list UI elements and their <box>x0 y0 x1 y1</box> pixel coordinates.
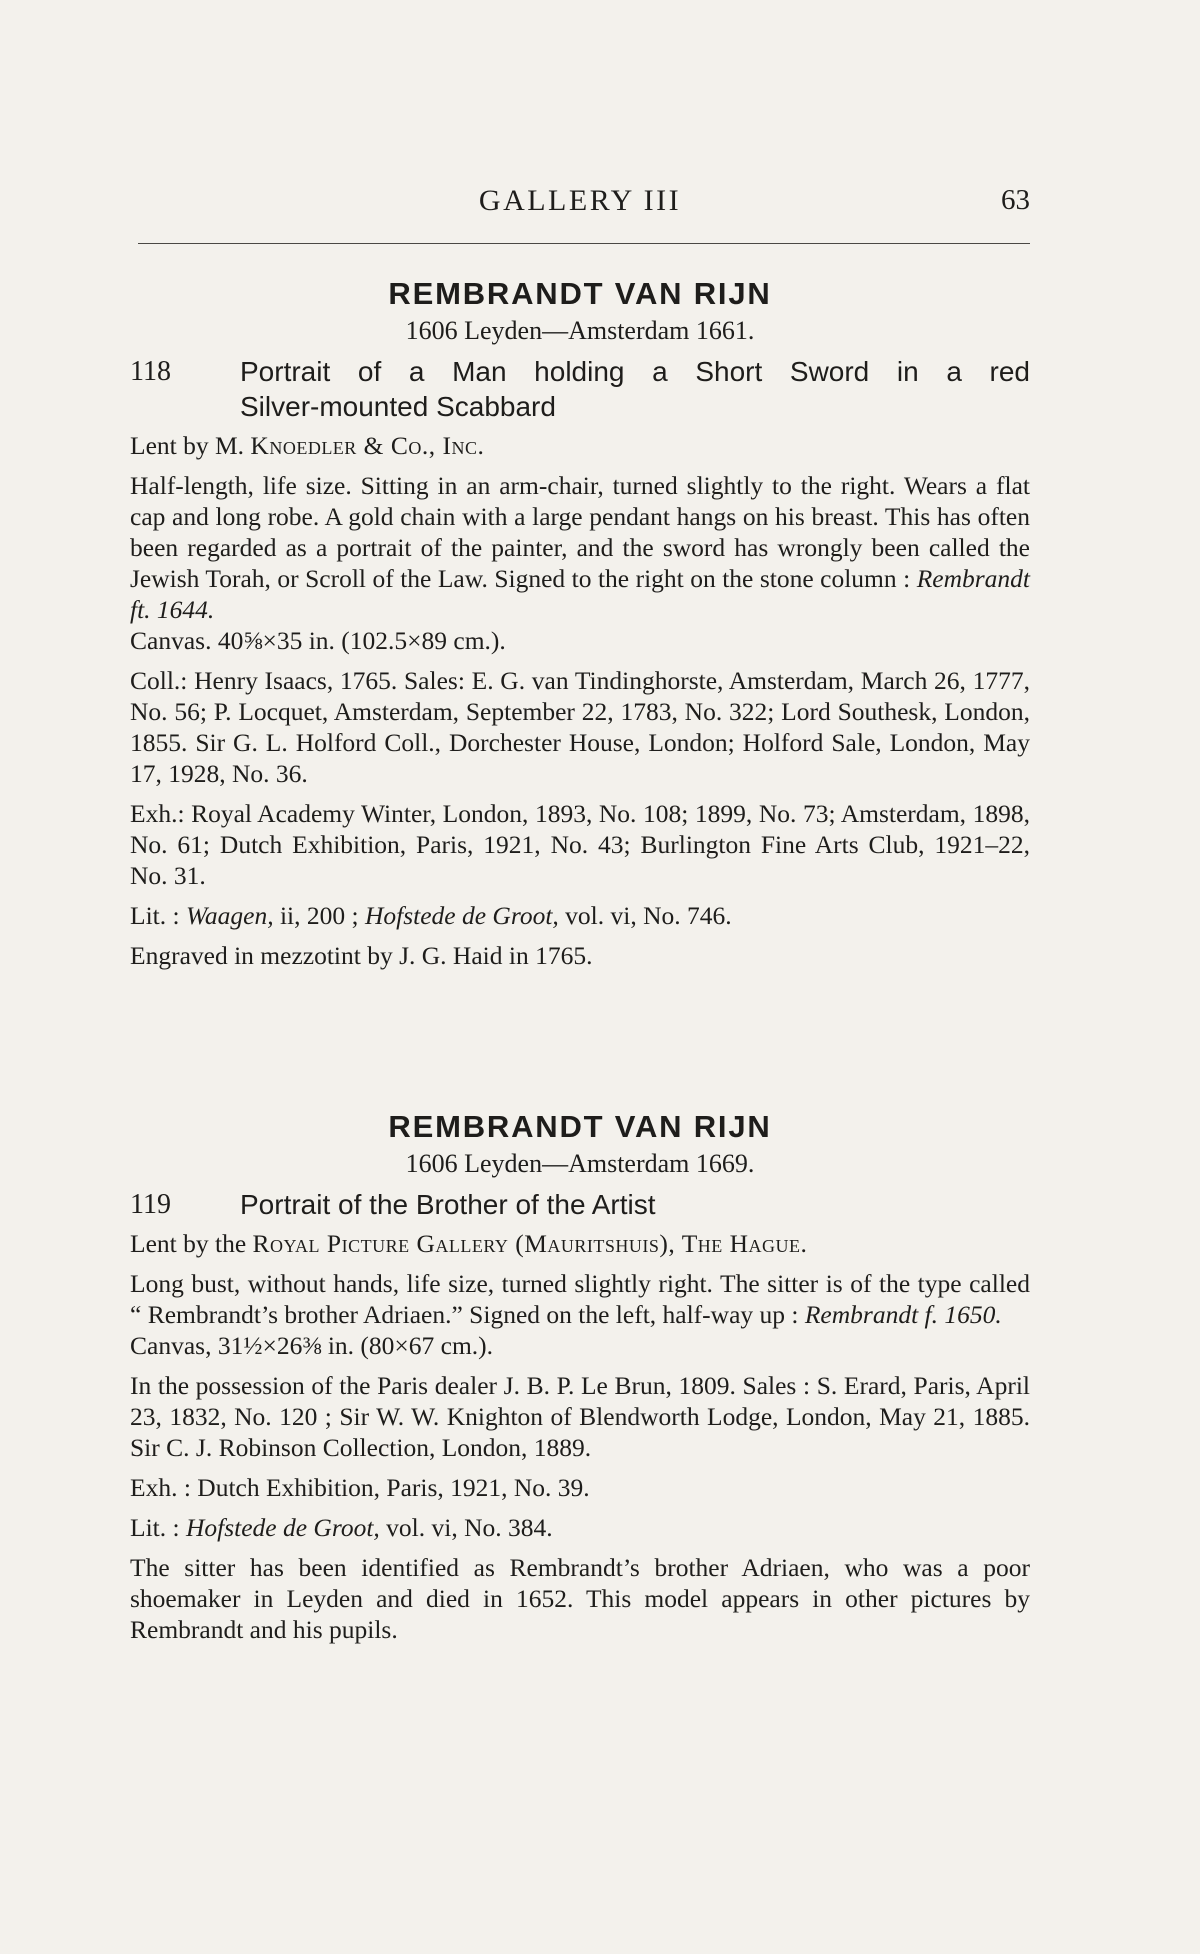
artist-name: REMBRANDT VAN RIJN <box>388 276 772 311</box>
lender-prefix: Lent by M. <box>130 431 245 460</box>
page-number: 63 <box>1001 184 1030 216</box>
catalogue-entry-119 <box>130 1107 1030 1645</box>
canvas-dimensions: Canvas, 31½×26⅜ in. (80×67 cm.). <box>130 1331 494 1360</box>
signature: Rembrandt f. 1650. <box>804 1300 1002 1329</box>
lit-ref: vol. vi, No. 384. <box>386 1513 553 1542</box>
lit-author: Hofstede de Groot, <box>185 1513 380 1542</box>
collections: Coll.: Henry Isaacs, 1765. Sales: E. G. van Tindinghorste, Amsterdam, March 26, 1777, No. 56; P. Locquet, Amsterdam, September 22, 1783, No. 322; Lord Southesk, London, 1855. Sir G. L. Holford Coll., Dorchester House, London; Holford Sale, London, May 17, 1928, No. 36. <box>130 666 1030 788</box>
lit-author-2: Hofstede de Groot, <box>364 901 559 930</box>
signature: Rembrandt ft. 1644. <box>130 564 1031 624</box>
lender-name: Knoedler & Co., Inc. <box>250 431 485 460</box>
lit-ref-1: ii, 200 ; <box>279 901 359 930</box>
lender-prefix: Lent by the <box>130 1229 247 1258</box>
lit-ref-2: vol. vi, No. 746. <box>565 901 732 930</box>
lender <box>130 1228 1030 1259</box>
title-line-2: Silver-mounted Scabbard <box>240 391 556 422</box>
artwork-title <box>130 1187 1030 1222</box>
page-title: GALLERY III <box>478 184 682 217</box>
literature <box>130 900 1030 931</box>
description-text: Long bust, without hands, life size, turned slightly right. The sitter is of the type called “ Rembrandt’s brother Adriaen.” Signed on the left, half-way up : <box>130 1269 1030 1329</box>
title-line-1: Portrait of the Brother of the Artist <box>240 1189 656 1220</box>
lender-name: Royal Picture Gallery (Mauritshuis), The Hague. <box>252 1229 808 1258</box>
artist-dates: 1606 Leyden—Amsterdam 1661. <box>405 316 755 345</box>
lit-prefix: Lit. : <box>130 1513 180 1542</box>
lit-author-1: Waagen, <box>185 901 274 930</box>
description <box>130 470 1030 625</box>
description-text: Half-length, life size. Sitting in an arm-chair, turned slightly to the right. Wears a flat cap and long robe. A gold chain with a large pendant hangs on his breast. This has often been regarded as a portrait of the painter, and the sword has wrongly been called the Jewish Torah, or Scroll of the Law. Signed to the right on the stone column : <box>130 471 1030 593</box>
identification-note: The sitter has been identified as Rembrandt’s brother Adriaen, who was a poor shoemaker in Leyden and died in 1652. This model appears in other pictures by Rembrandt and his pupils. <box>130 1553 1030 1644</box>
artist-name: REMBRANDT VAN RIJN <box>388 1109 772 1144</box>
engraving-note: Engraved in mezzotint by J. G. Haid in 1765. <box>130 941 593 970</box>
canvas-dimensions: Canvas. 40⅝×35 in. (102.5×89 cm.). <box>130 626 506 655</box>
lit-prefix: Lit. : <box>130 901 180 930</box>
exhibitions: Exh.: Royal Academy Winter, London, 1893, No. 108; 1899, No. 73; Amsterdam, 1898, No. 61; Dutch Exhibition, Paris, 1921, No. 43; Burlington Fine Arts Club, 1921–22, No. 31. <box>130 799 1030 890</box>
exhibitions: Exh. : Dutch Exhibition, Paris, 1921, No. 39. <box>130 1473 590 1502</box>
running-head <box>130 184 1030 224</box>
catalogue-entry-118 <box>130 274 1030 971</box>
catalogue-number: 118 <box>130 356 171 387</box>
title-line-1: Portrait of a Man holding a Short Sword in a red <box>240 356 1030 387</box>
artwork-title <box>130 354 1030 424</box>
provenance: In the possession of the Paris dealer J. B. P. Le Brun, 1809. Sales : S. Erard, Paris, April 23, 1832, No. 120 ; Sir W. W. Knighton of Blendworth Lodge, London, May 21, 1885. Sir C. J. Robinson Collection, London, 1889. <box>130 1371 1030 1462</box>
description <box>130 1268 1030 1330</box>
header-divider <box>138 243 1030 244</box>
catalogue-number: 119 <box>130 1189 171 1220</box>
literature <box>130 1512 1030 1543</box>
artist-dates: 1606 Leyden—Amsterdam 1669. <box>405 1149 755 1178</box>
lender <box>130 430 1030 461</box>
